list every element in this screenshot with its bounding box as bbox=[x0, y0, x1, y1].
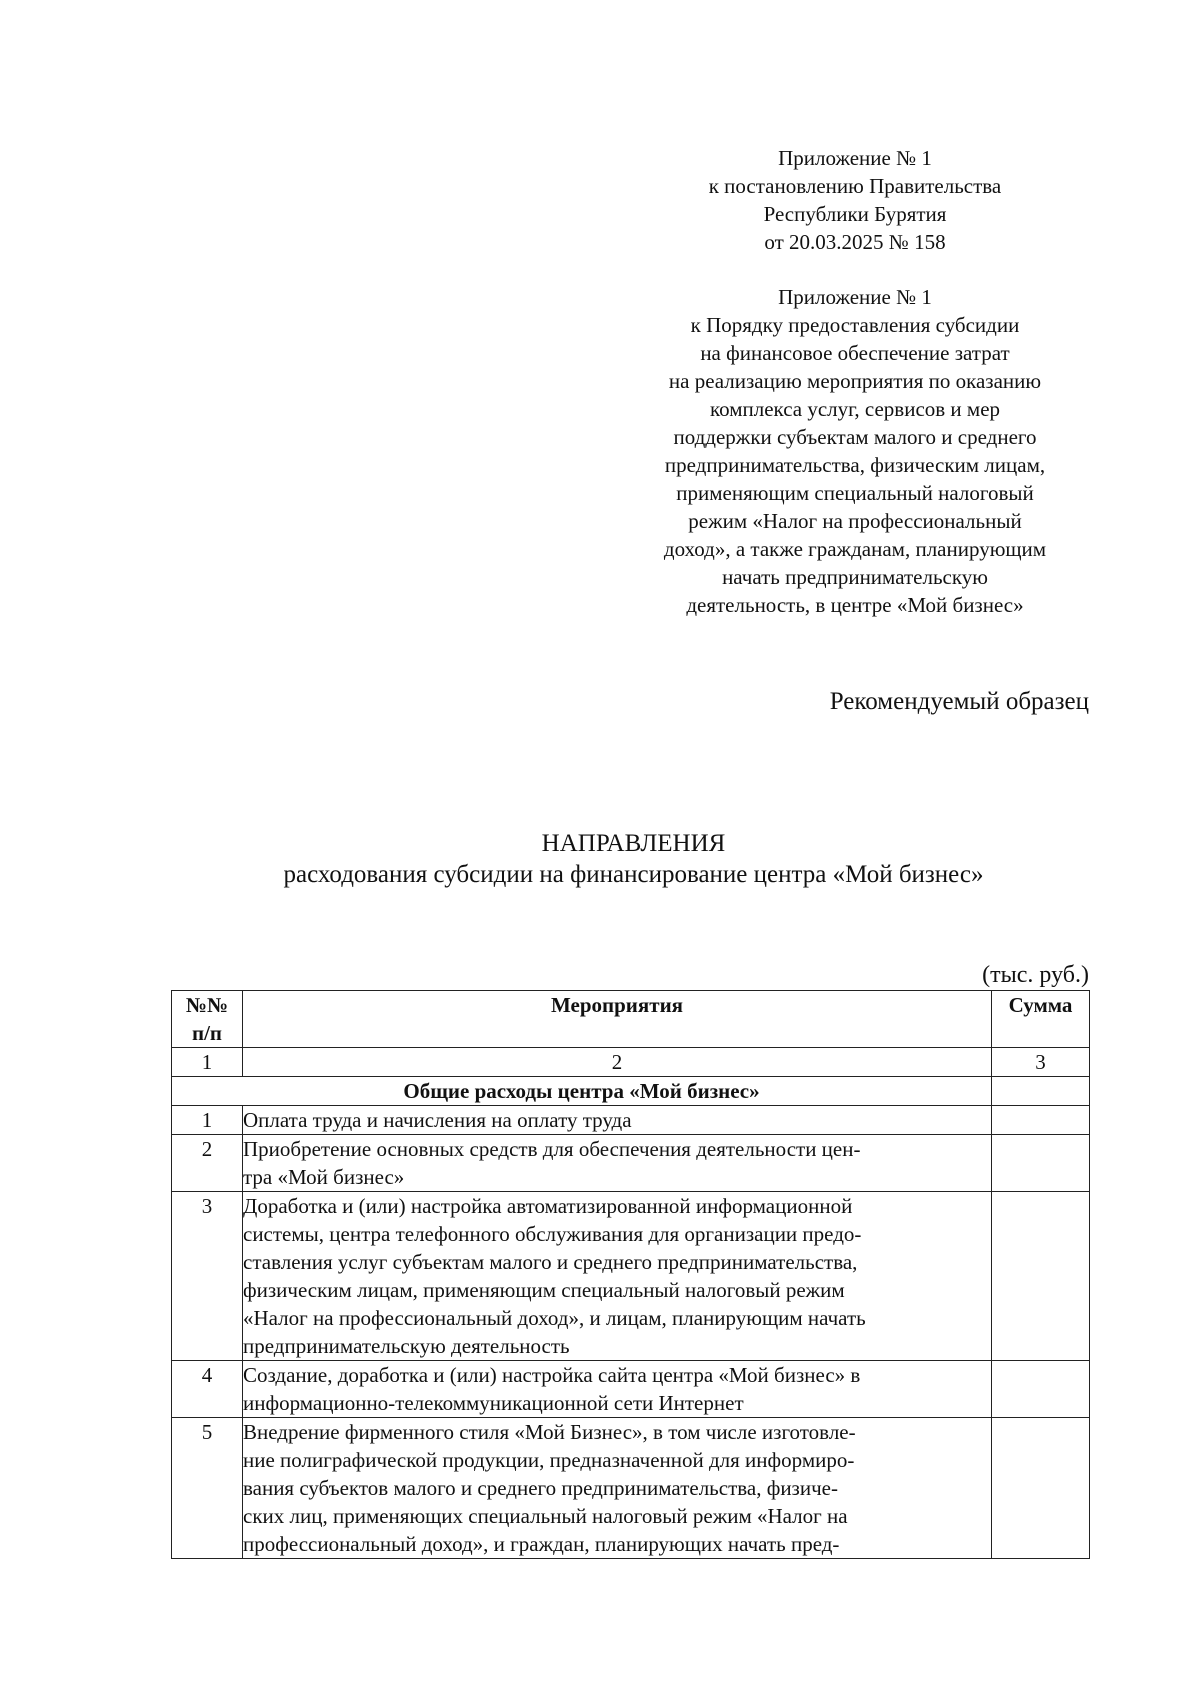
header-sum: Сумма bbox=[992, 991, 1090, 1048]
recommended-sample-label: Рекомендуемый образец bbox=[829, 688, 1089, 715]
appendix-line: на финансовое обеспечение затрат bbox=[700, 341, 1010, 365]
appendix-line: режим «Налог на профессиональный bbox=[688, 509, 1022, 533]
appendix-line: поддержки субъектам малого и среднего bbox=[673, 425, 1037, 449]
section-title: Общие расходы центра «Мой бизнес» bbox=[172, 1077, 992, 1106]
appendix-line: применяющим специальный налоговый bbox=[676, 481, 1034, 505]
units-label: (тыс. руб.) bbox=[982, 962, 1089, 988]
appendix-line: комплекса услуг, сервисов и мер bbox=[709, 397, 1001, 421]
row-event: Создание, доработка и (или) настройка сайта центра «Мой бизнес» в информационно-телекоммуникационной сети Интернет bbox=[243, 1361, 992, 1418]
appendix-line: Приложение № 1 bbox=[778, 146, 932, 170]
table-row bbox=[172, 1192, 1090, 1361]
table-row bbox=[172, 1135, 1090, 1192]
row-sum bbox=[992, 1135, 1090, 1192]
appendix-line: доход», а также гражданам, планирующим bbox=[663, 537, 1047, 561]
appendix-line: начать предпринимательскую bbox=[722, 565, 988, 589]
row-sum bbox=[992, 1192, 1090, 1361]
column-index: 2 bbox=[243, 1048, 992, 1077]
row-number: 5 bbox=[172, 1418, 243, 1559]
header-events: Мероприятия bbox=[243, 991, 992, 1048]
column-index: 3 bbox=[992, 1048, 1090, 1077]
appendix-procedure bbox=[620, 283, 1090, 619]
column-index-row bbox=[172, 1048, 1090, 1077]
document-title bbox=[0, 828, 1200, 890]
row-event: Приобретение основных средств для обеспечения деятельности цен- тра «Мой бизнес» bbox=[243, 1135, 992, 1192]
table-row bbox=[172, 1418, 1090, 1559]
row-sum bbox=[992, 1106, 1090, 1135]
row-sum bbox=[992, 1418, 1090, 1559]
title-main: НАПРАВЛЕНИЯ bbox=[541, 830, 726, 857]
table-header-row bbox=[172, 991, 1090, 1048]
appendix-line: Республики Бурятия bbox=[763, 202, 947, 226]
appendix-line: к Порядку предоставления субсидии bbox=[690, 313, 1020, 337]
row-event: Доработка и (или) настройка автоматизированной информационной системы, центра телефонного обслуживания для организации предо- ставления услуг субъектам малого и среднего предпринимательства, физическим лицам, применяющим специальный налоговый режим «Налог на профессиональный доход», и лицам, планирующим начать предпринимательскую деятельность bbox=[243, 1192, 992, 1361]
row-number: 1 bbox=[172, 1106, 243, 1135]
row-number: 4 bbox=[172, 1361, 243, 1418]
table-row bbox=[172, 1106, 1090, 1135]
row-sum bbox=[992, 1361, 1090, 1418]
section-row bbox=[172, 1077, 1090, 1106]
section-sum-cell bbox=[992, 1077, 1090, 1106]
appendix-line: предпринимательства, физическим лицам, bbox=[664, 453, 1046, 477]
row-number: 2 bbox=[172, 1135, 243, 1192]
table-row bbox=[172, 1361, 1090, 1418]
expenses-table bbox=[171, 990, 1090, 1559]
appendix-line: от 20.03.2025 № 158 bbox=[764, 230, 946, 254]
appendix-line: к постановлению Правительства bbox=[708, 174, 1002, 198]
row-number: 3 bbox=[172, 1192, 243, 1361]
row-event: Оплата труда и начисления на оплату труда bbox=[243, 1106, 992, 1135]
row-event: Внедрение фирменного стиля «Мой Бизнес», в том числе изготовле- ние полиграфической продукции, предназначенной для информиро- вания субъектов малого и среднего предпринимательства, физиче- ских лиц, применяющих специальный налоговый режим «Налог на профессиональный доход», и граждан, планирующих начать пред- bbox=[243, 1418, 992, 1559]
appendix-line: деятельность, в центре «Мой бизнес» bbox=[686, 593, 1024, 617]
appendix-line: Приложение № 1 bbox=[778, 285, 932, 309]
header-number: №№ п/п bbox=[172, 991, 243, 1048]
column-index: 1 bbox=[172, 1048, 243, 1077]
title-subtitle: расходования субсидии на финансирование центра «Мой бизнес» bbox=[283, 861, 984, 888]
appendix-line: на реализацию мероприятия по оказанию bbox=[668, 369, 1042, 393]
appendix-government-decree bbox=[620, 144, 1090, 256]
